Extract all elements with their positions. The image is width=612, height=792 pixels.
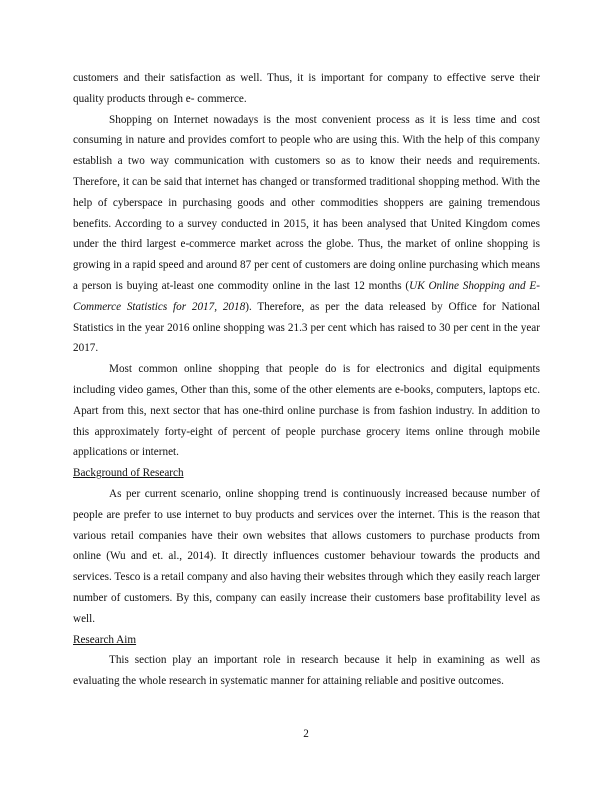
heading-research-aim: Research Aim (73, 633, 137, 646)
paragraph-research-aim: This section play an important role in research because it help in examining as well as evaluating the whole research in systematic manner for attaining reliable and positive outcomes. (73, 654, 540, 688)
paragraph-background: As per current scenario, online shopping trend is continuously increased because number of people are prefer to use internet to buy products and services over the internet. This is the reason that various retail companies have their own websites that allows customers to purchase products from online (Wu and et. al., 2014). It directly influences customer behaviour towards the products and services. Tesco is a retail company and also having their websites through which they easily reach larger number of customers. By this, company can easily increase their customers base profitability level as well. (73, 487, 540, 625)
heading-background-of-research: Background of Research (73, 467, 184, 480)
page-number: 2 (303, 728, 309, 740)
paragraph-common-shopping: Most common online shopping that people do is for electronics and digital equipments including video games, Other than this, some of the other elements are e-books, computers, laptops etc. Apart from this, next sector that has one-third online purchase is from fashion industry. In addition to this approximately forty-eight of percent of people purchase grocery items online through mobile applications or internet. (73, 363, 540, 459)
paragraph-text: Shopping on Internet nowadays is the most convenient process as it is less time and cost consuming in nature and provides comfort to people who are using this. With the help of this company establish a two way communication with customers so as to know their needs and requirements. Therefore, it can be said that internet has changed or transformed traditional shopping method. With the help of cyberspace in purchasing goods and other commodities shoppers are gaining tremendous benefits. According to a survey conducted in 2015, it has been analysed that United Kingdom comes under the third largest e-commerce market across the globe. Thus, the market of online shopping is growing in a rapid speed and around 87 per cent of customers are doing online purchasing which means a person is buying at-least one commodity online in the last 12 months ( (73, 113, 540, 292)
paragraph-continuation: customers and their satisfaction as well. Thus, it is important for company to effective serve their quality products through e- commerce. (73, 72, 540, 105)
paragraph-text: ). Therefore, as per the data released by Office for National Statistics in the year 2016 online shopping was 21.3 per cent which has raised to 30 per cent in the year 2017. (73, 300, 540, 355)
paragraph-online-shopping (73, 110, 540, 360)
citation-title: UK Online Shopping and E-Commerce Statistics for 2017, 2018 (73, 279, 540, 313)
page-body (73, 68, 540, 692)
